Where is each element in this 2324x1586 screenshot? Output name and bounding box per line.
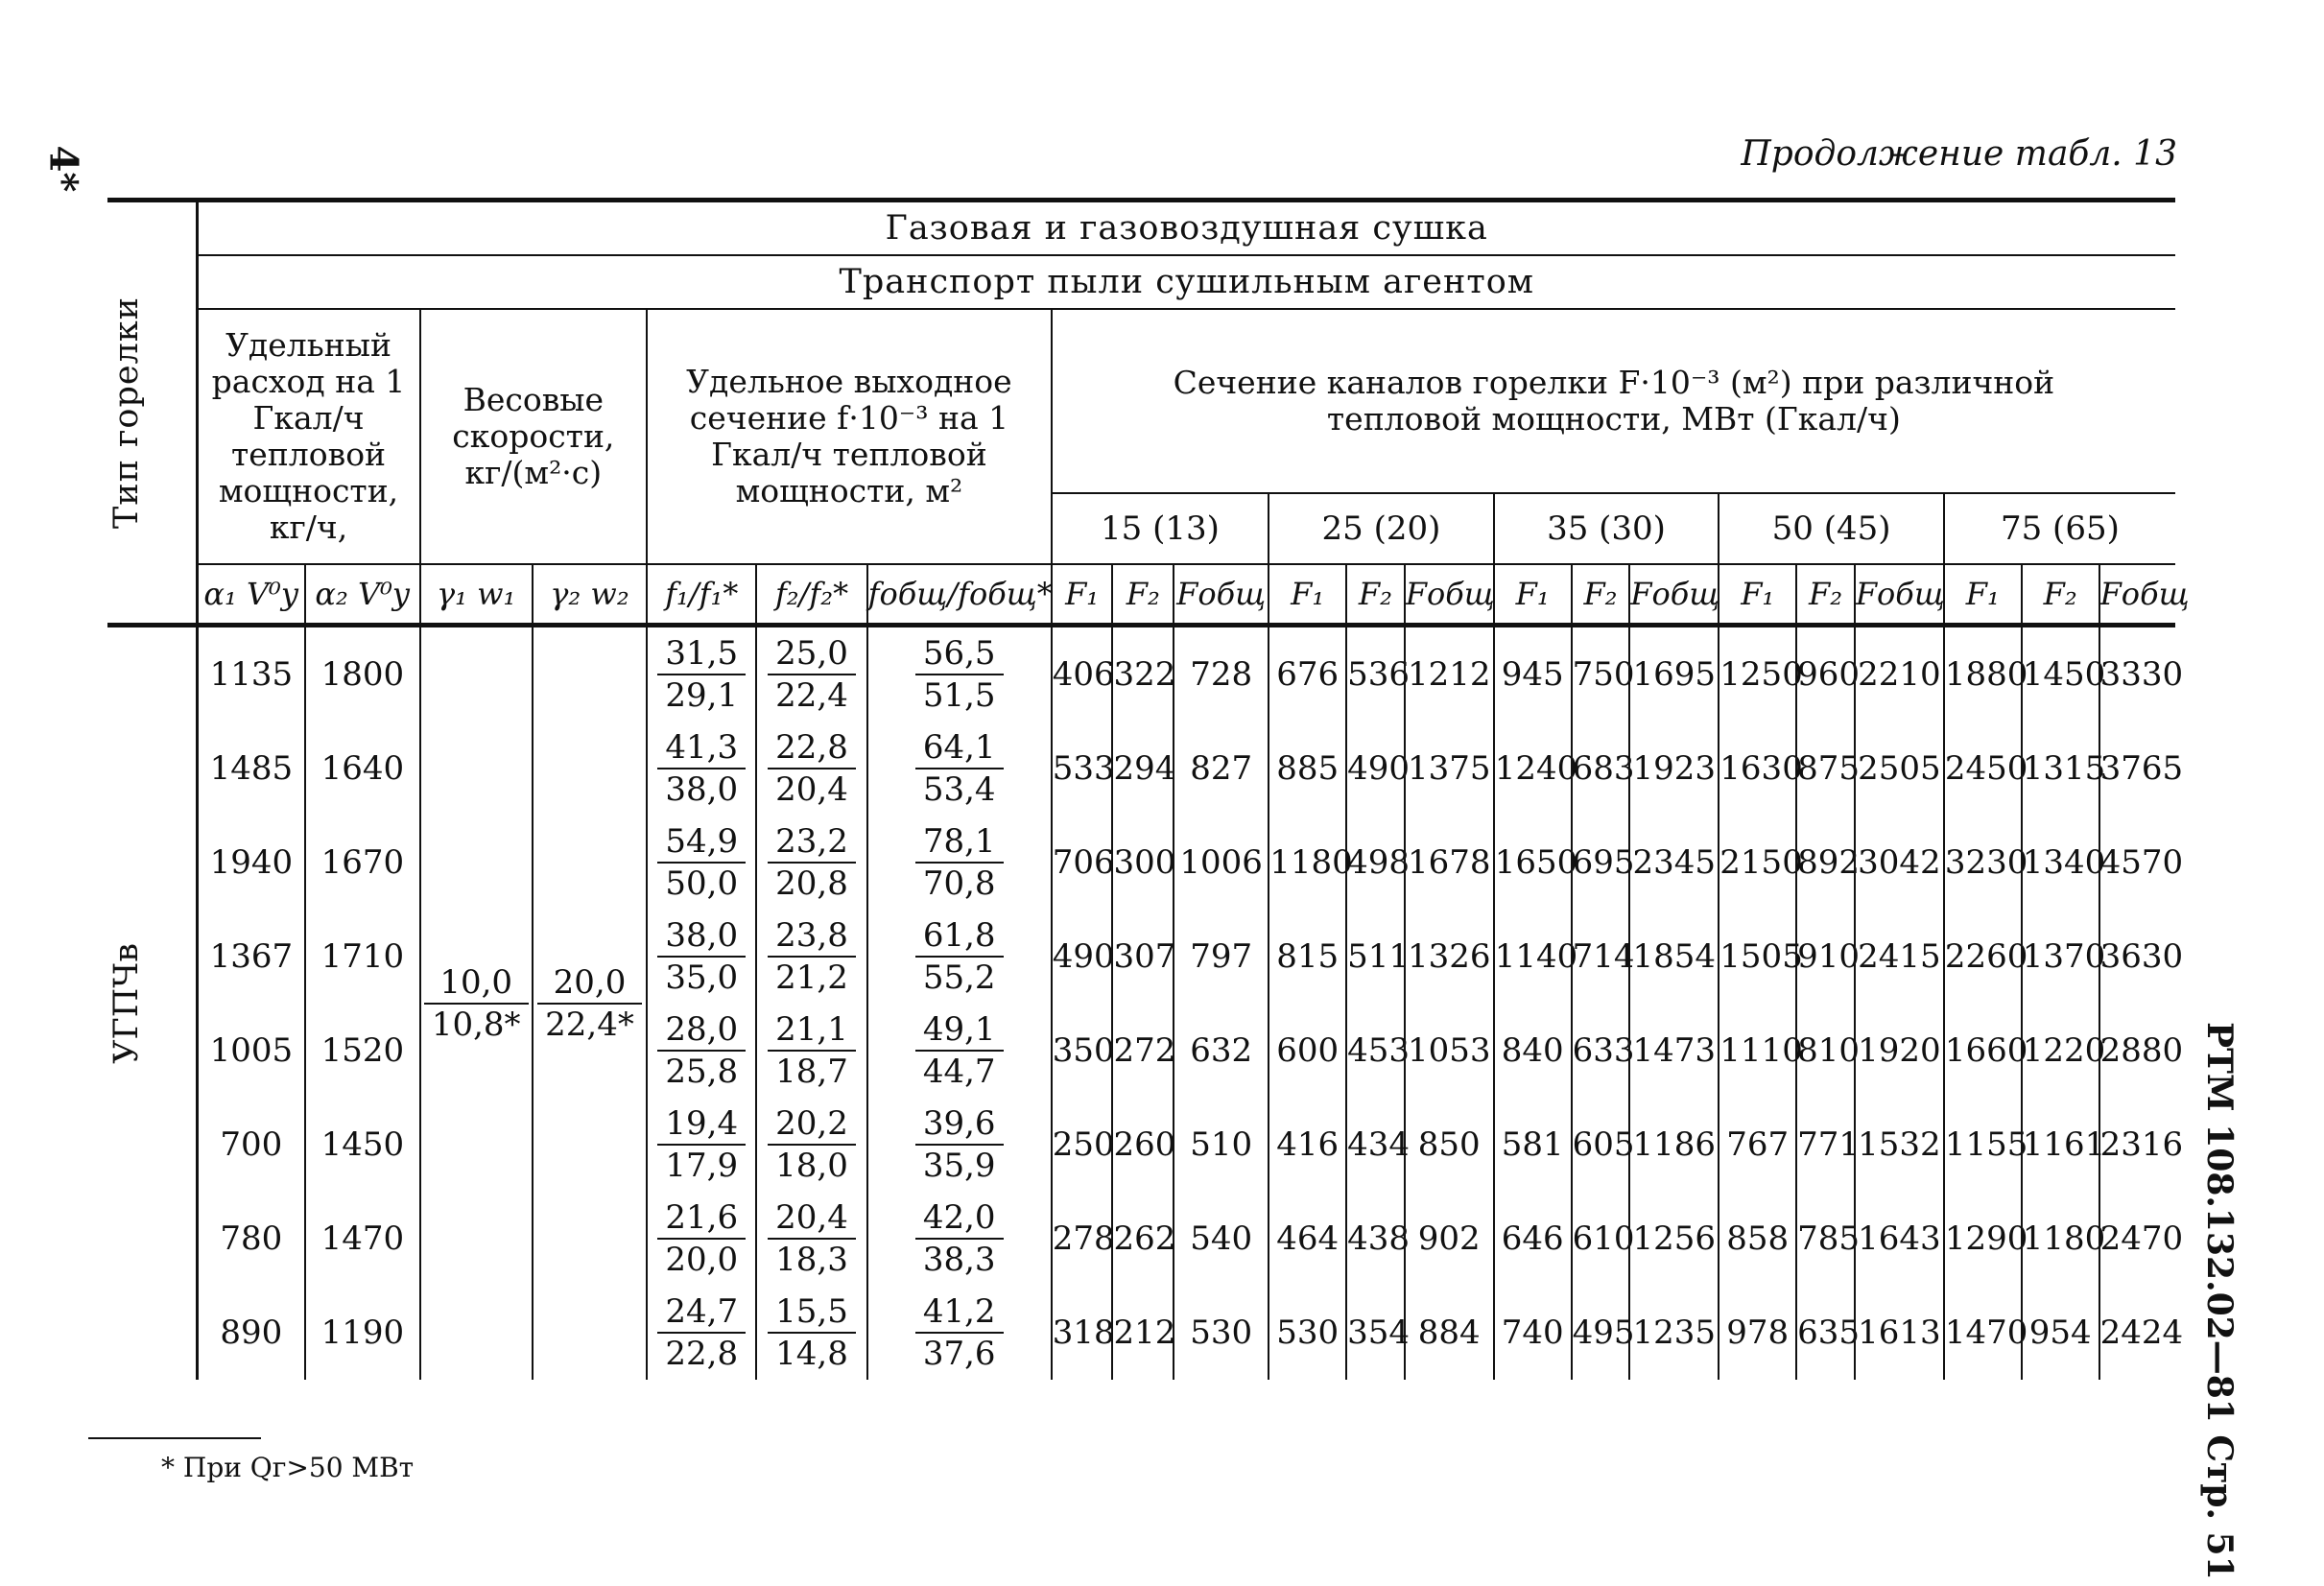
sym-Ftotal: Fобщ (1405, 564, 1494, 626)
cell-F: 2450 (1944, 722, 2022, 816)
cell-F: 960 (1796, 626, 1855, 722)
cell-F: 1212 (1405, 626, 1494, 722)
title-drying: Газовая и газовоздушная сушка (197, 201, 2175, 256)
cell-F: 416 (1269, 1098, 1346, 1192)
fraction-numerator: 20,4 (768, 1197, 856, 1240)
fraction-numerator: 41,3 (657, 727, 746, 769)
fraction-denominator: 29,1 (665, 676, 739, 715)
cell-F: 767 (1719, 1098, 1796, 1192)
cell-F: 1235 (1629, 1286, 1719, 1380)
cell-f2 (756, 1098, 866, 1192)
cell-ftotal (867, 1192, 1052, 1286)
cell-a1: 1940 (197, 816, 305, 910)
fraction-numerator: 31,5 (657, 633, 746, 675)
cell-F: 1450 (2022, 626, 2099, 722)
data-rows (107, 626, 2184, 1381)
cell-ftotal (867, 816, 1052, 910)
cell-F: 260 (1112, 1098, 1174, 1192)
sym-F1: F₁ (1052, 564, 1113, 626)
fraction-numerator: 49,1 (915, 1009, 1004, 1052)
cell-F: 2470 (2099, 1192, 2175, 1286)
cell-F: 728 (1174, 626, 1269, 722)
cell-F: 797 (1174, 910, 1269, 1004)
cell-F: 695 (1572, 816, 1630, 910)
fraction-numerator: 25,0 (768, 633, 856, 675)
fraction-numerator: 38,0 (657, 915, 746, 958)
fraction-denominator: 18,0 (775, 1147, 848, 1185)
cell-F: 354 (1346, 1286, 1405, 1380)
fraction-numerator: 42,0 (915, 1197, 1004, 1240)
table-row (107, 816, 2175, 910)
cell-a2: 1710 (305, 910, 419, 1004)
cell-F: 902 (1405, 1192, 1494, 1286)
sym-v2: γ₂ w₂ (533, 564, 647, 626)
cell-F: 1155 (1944, 1098, 2022, 1192)
cell-F: 1053 (1405, 1004, 1494, 1098)
cell-F: 1180 (2022, 1192, 2099, 1286)
cell-F: 1470 (1944, 1286, 2022, 1380)
cell-f2 (756, 816, 866, 910)
cell-F: 2415 (1855, 910, 1944, 1004)
burner-type-cell (107, 626, 197, 1381)
fraction-numerator: 15,5 (768, 1291, 856, 1334)
cell-F: 1854 (1629, 910, 1719, 1004)
cell-ftotal (867, 910, 1052, 1004)
cell-F: 1532 (1855, 1098, 1944, 1192)
fraction-denominator: 21,2 (775, 959, 848, 997)
cell-F: 2260 (1944, 910, 2022, 1004)
page-mark: 4* (40, 145, 86, 193)
cell-F: 2424 (2099, 1286, 2175, 1380)
fraction-denominator: 14,8 (775, 1335, 848, 1373)
cell-F: 453 (1346, 1004, 1405, 1098)
sym-F2: F₂ (2022, 564, 2099, 626)
cell-F: 540 (1174, 1192, 1269, 1286)
cell-F: 1678 (1405, 816, 1494, 910)
cell-F: 1161 (2022, 1098, 2099, 1192)
cell-F: 646 (1494, 1192, 1572, 1286)
cell-f2 (756, 1286, 866, 1380)
sym-F2: F₂ (1346, 564, 1405, 626)
cell-ftotal (867, 722, 1052, 816)
fraction-denominator: 53,4 (922, 770, 996, 809)
cell-F: 1256 (1629, 1192, 1719, 1286)
fraction (657, 1197, 746, 1280)
fraction-numerator: 78,1 (915, 821, 1004, 864)
fraction (915, 633, 1004, 716)
cell-F: 1180 (1269, 816, 1346, 910)
fraction (915, 1009, 1004, 1092)
cell-F: 1370 (2022, 910, 2099, 1004)
cell-a2: 1450 (305, 1098, 419, 1192)
cell-F: 740 (1494, 1286, 1572, 1380)
fraction-numerator: 20,0 (537, 962, 642, 1005)
cell-velocity-1 (420, 626, 533, 1381)
cell-F: 954 (2022, 1286, 2099, 1380)
cell-F: 1643 (1855, 1192, 1944, 1286)
cell-F: 910 (1796, 910, 1855, 1004)
fraction-numerator: 10,0 (424, 962, 529, 1005)
fraction-numerator: 21,6 (657, 1197, 746, 1240)
fraction (657, 1009, 746, 1092)
fraction-denominator: 17,9 (665, 1147, 739, 1185)
fraction (657, 1103, 746, 1186)
fraction-denominator: 18,7 (775, 1053, 848, 1091)
cell-a1: 1367 (197, 910, 305, 1004)
cell-F: 706 (1052, 816, 1113, 910)
cell-F: 536 (1346, 626, 1405, 722)
fraction-denominator: 10,8* (431, 1006, 521, 1044)
fraction-denominator: 38,0 (665, 770, 739, 809)
cell-f1 (647, 816, 756, 910)
cell-F: 785 (1796, 1192, 1855, 1286)
cell-ftotal (867, 1098, 1052, 1192)
cell-F: 827 (1174, 722, 1269, 816)
cell-F: 600 (1269, 1004, 1346, 1098)
cell-F: 490 (1346, 722, 1405, 816)
cell-F: 511 (1346, 910, 1405, 1004)
cell-F: 530 (1269, 1286, 1346, 1380)
cell-F: 1186 (1629, 1098, 1719, 1192)
cell-a1: 700 (197, 1098, 305, 1192)
fraction (657, 821, 746, 904)
fraction-denominator: 44,7 (922, 1053, 996, 1091)
cell-F: 438 (1346, 1192, 1405, 1286)
cell-F: 272 (1112, 1004, 1174, 1098)
cell-a1: 780 (197, 1192, 305, 1286)
fraction-denominator: 51,5 (922, 676, 996, 715)
cell-F: 1110 (1719, 1004, 1796, 1098)
fraction-numerator: 28,0 (657, 1009, 746, 1052)
cell-F: 3230 (1944, 816, 2022, 910)
cell-F: 875 (1796, 722, 1855, 816)
fraction-numerator: 54,9 (657, 821, 746, 864)
burner-section-table (107, 198, 2190, 1380)
cell-f1 (647, 1286, 756, 1380)
cell-f1 (647, 1192, 756, 1286)
cell-F: 581 (1494, 1098, 1572, 1192)
cell-F: 3042 (1855, 816, 1944, 910)
cell-F: 1326 (1405, 910, 1494, 1004)
cell-F: 510 (1174, 1098, 1269, 1192)
fraction (768, 633, 856, 716)
cell-ftotal (867, 626, 1052, 722)
fraction (424, 962, 529, 1045)
cell-F: 1140 (1494, 910, 1572, 1004)
sym-v1: γ₁ w₁ (420, 564, 533, 626)
cell-F: 610 (1572, 1192, 1630, 1286)
fraction (915, 1103, 1004, 1186)
cell-F: 533 (1052, 722, 1113, 816)
fraction-numerator: 20,2 (768, 1103, 856, 1146)
fraction (768, 1291, 856, 1374)
table-row (107, 722, 2175, 816)
cell-F: 676 (1269, 626, 1346, 722)
fraction-denominator: 37,6 (922, 1335, 996, 1373)
cell-F: 1315 (2022, 722, 2099, 816)
cell-F: 635 (1796, 1286, 1855, 1380)
fraction (915, 727, 1004, 810)
cell-F: 1695 (1629, 626, 1719, 722)
cell-F: 1375 (1405, 722, 1494, 816)
fraction (768, 1197, 856, 1280)
fraction-denominator: 38,3 (922, 1241, 996, 1279)
fraction-denominator: 70,8 (922, 864, 996, 903)
cell-F: 2345 (1629, 816, 1719, 910)
sym-F2: F₂ (1112, 564, 1174, 626)
fraction-numerator: 56,5 (915, 633, 1004, 675)
cell-F: 945 (1494, 626, 1572, 722)
cell-f2 (756, 1004, 866, 1098)
cell-F: 605 (1572, 1098, 1630, 1192)
cell-f1 (647, 626, 756, 722)
power-35: 35 (30) (1494, 493, 1719, 564)
cell-F: 632 (1174, 1004, 1269, 1098)
burner-type-header (107, 201, 197, 626)
cell-F: 1923 (1629, 722, 1719, 816)
fraction (657, 727, 746, 810)
table-continuation-label: Продолжение табл. 13 (1741, 134, 2177, 174)
cell-f1 (647, 910, 756, 1004)
cell-F: 307 (1112, 910, 1174, 1004)
cell-F: 840 (1494, 1004, 1572, 1098)
fraction-denominator: 35,9 (922, 1147, 996, 1185)
fraction (657, 633, 746, 716)
cell-F: 530 (1174, 1286, 1269, 1380)
sym-F1: F₁ (1269, 564, 1346, 626)
fraction-numerator: 64,1 (915, 727, 1004, 769)
cell-F: 262 (1112, 1192, 1174, 1286)
sym-Ftotal: Fобщ (1855, 564, 1944, 626)
burner-type-value: УГПЧв (107, 943, 146, 1064)
cell-F: 318 (1052, 1286, 1113, 1380)
cell-a2: 1670 (305, 816, 419, 910)
footnote-rule (88, 1437, 261, 1439)
table-row (107, 1192, 2175, 1286)
cell-F: 322 (1112, 626, 1174, 722)
cell-F: 714 (1572, 910, 1630, 1004)
sym-Ftotal: Fобщ (1629, 564, 1719, 626)
cell-f1 (647, 1098, 756, 1192)
cell-f2 (756, 910, 866, 1004)
fraction (768, 1103, 856, 1186)
cell-F: 810 (1796, 1004, 1855, 1098)
sym-F1: F₁ (1494, 564, 1572, 626)
col-outlet-section: Удельное выходное сечение f·10⁻³ на 1 Гкал/ч тепловой мощности, м² (647, 309, 1052, 564)
cell-F: 978 (1719, 1286, 1796, 1380)
cell-a2: 1800 (305, 626, 419, 722)
cell-a1: 1135 (197, 626, 305, 722)
cell-a1: 1485 (197, 722, 305, 816)
fraction (768, 727, 856, 810)
cell-F: 495 (1572, 1286, 1630, 1380)
fraction (768, 1009, 856, 1092)
cell-F: 350 (1052, 1004, 1113, 1098)
cell-ftotal (867, 1286, 1052, 1380)
sym-a2: α₂ V⁰у (305, 564, 419, 626)
table-row (107, 910, 2175, 1004)
sym-F2: F₂ (1572, 564, 1630, 626)
cell-f2 (756, 1192, 866, 1286)
fraction (657, 915, 746, 998)
table-row (107, 1286, 2175, 1380)
cell-F: 464 (1269, 1192, 1346, 1286)
cell-ftotal (867, 1004, 1052, 1098)
table-row (107, 1004, 2175, 1098)
power-25: 25 (20) (1269, 493, 1494, 564)
fraction-denominator: 20,0 (665, 1241, 739, 1279)
fraction (915, 1197, 1004, 1280)
fraction-denominator: 20,8 (775, 864, 848, 903)
cell-a2: 1190 (305, 1286, 419, 1380)
cell-F: 212 (1112, 1286, 1174, 1380)
sym-F1: F₁ (1944, 564, 2022, 626)
cell-F: 434 (1346, 1098, 1405, 1192)
cell-F: 3330 (2099, 626, 2175, 722)
cell-F: 3630 (2099, 910, 2175, 1004)
col-velocities: Весовые скорости, кг/(м²·с) (420, 309, 648, 564)
cell-F: 1505 (1719, 910, 1796, 1004)
fraction (915, 915, 1004, 998)
sym-f2: f₂/f₂* (756, 564, 866, 626)
col-specific-flow: Удельный расход на 1 Гкал/ч тепловой мощности, кг/ч, (197, 309, 420, 564)
fraction-denominator: 20,4 (775, 770, 848, 809)
cell-F: 278 (1052, 1192, 1113, 1286)
sym-ftotal: fобщ/fобщ* (867, 564, 1052, 626)
cell-F: 2150 (1719, 816, 1796, 910)
fraction-numerator: 39,6 (915, 1103, 1004, 1146)
fraction-denominator: 22,4 (775, 676, 848, 715)
power-75: 75 (65) (1944, 493, 2175, 564)
cell-f2 (756, 722, 866, 816)
cell-F: 1473 (1629, 1004, 1719, 1098)
cell-F: 1006 (1174, 816, 1269, 910)
table-row (107, 626, 2175, 722)
fraction-denominator: 22,8 (665, 1335, 739, 1373)
fraction (915, 1291, 1004, 1374)
cell-f1 (647, 1004, 756, 1098)
cell-F: 771 (1796, 1098, 1855, 1192)
fraction (915, 821, 1004, 904)
fraction (537, 962, 642, 1045)
sym-f1: f₁/f₁* (647, 564, 756, 626)
cell-F: 1340 (2022, 816, 2099, 910)
cell-F: 406 (1052, 626, 1113, 722)
cell-F: 3765 (2099, 722, 2175, 816)
document-reference (2197, 1022, 2255, 1580)
fraction (768, 915, 856, 998)
fraction-denominator: 50,0 (665, 864, 739, 903)
fraction-numerator: 41,2 (915, 1291, 1004, 1334)
cell-F: 892 (1796, 816, 1855, 910)
cell-F: 294 (1112, 722, 1174, 816)
cell-velocity-2 (533, 626, 647, 1381)
col-channel-section: Сечение каналов горелки F·10⁻³ (м²) при различной тепловой мощности, МВт (Гкал/ч) (1052, 309, 2175, 493)
fraction-numerator: 19,4 (657, 1103, 746, 1146)
fraction-numerator: 61,8 (915, 915, 1004, 958)
sym-Ftotal: Fобщ (1174, 564, 1269, 626)
cell-F: 1880 (1944, 626, 2022, 722)
cell-F: 498 (1346, 816, 1405, 910)
sym-F2: F₂ (1796, 564, 1855, 626)
fraction-denominator: 22,4* (545, 1006, 634, 1044)
cell-a1: 890 (197, 1286, 305, 1380)
document-reference-text: РТМ 108.132.02—81 Стр. 51 (2199, 1022, 2240, 1580)
cell-F: 858 (1719, 1192, 1796, 1286)
sym-F1: F₁ (1719, 564, 1796, 626)
cell-F: 1250 (1719, 626, 1796, 722)
cell-F: 633 (1572, 1004, 1630, 1098)
fraction-denominator: 18,3 (775, 1241, 848, 1279)
cell-F: 2210 (1855, 626, 1944, 722)
cell-F: 1650 (1494, 816, 1572, 910)
fraction-numerator: 22,8 (768, 727, 856, 769)
burner-type-label: Тип горелки (107, 296, 146, 530)
cell-a2: 1640 (305, 722, 419, 816)
cell-F: 2880 (2099, 1004, 2175, 1098)
cell-F: 1613 (1855, 1286, 1944, 1380)
cell-F: 1240 (1494, 722, 1572, 816)
cell-F: 2505 (1855, 722, 1944, 816)
cell-F: 300 (1112, 816, 1174, 910)
footnote: * При Qг>50 МВт (161, 1452, 415, 1483)
cell-F: 250 (1052, 1098, 1113, 1192)
cell-F: 815 (1269, 910, 1346, 1004)
fraction-numerator: 21,1 (768, 1009, 856, 1052)
cell-F: 1630 (1719, 722, 1796, 816)
cell-f2 (756, 626, 866, 722)
cell-F: 850 (1405, 1098, 1494, 1192)
cell-a2: 1520 (305, 1004, 419, 1098)
cell-F: 683 (1572, 722, 1630, 816)
power-15: 15 (13) (1052, 493, 1269, 564)
fraction (657, 1291, 746, 1374)
fraction-denominator: 25,8 (665, 1053, 739, 1091)
fraction-denominator: 35,0 (665, 959, 739, 997)
cell-F: 884 (1405, 1286, 1494, 1380)
cell-F: 1290 (1944, 1192, 2022, 1286)
cell-a2: 1470 (305, 1192, 419, 1286)
fraction-numerator: 24,7 (657, 1291, 746, 1334)
cell-F: 1920 (1855, 1004, 1944, 1098)
fraction (768, 821, 856, 904)
cell-F: 2316 (2099, 1098, 2175, 1192)
cell-F: 490 (1052, 910, 1113, 1004)
cell-F: 1220 (2022, 1004, 2099, 1098)
cell-a1: 1005 (197, 1004, 305, 1098)
cell-F: 885 (1269, 722, 1346, 816)
cell-F: 1660 (1944, 1004, 2022, 1098)
fraction-numerator: 23,2 (768, 821, 856, 864)
title-transport: Транспорт пыли сушильным агентом (197, 255, 2175, 309)
power-50: 50 (45) (1719, 493, 1944, 564)
sym-a1: α₁ V⁰у (197, 564, 305, 626)
table-row (107, 1098, 2175, 1192)
fraction-denominator: 55,2 (922, 959, 996, 997)
cell-f1 (647, 722, 756, 816)
sym-Ftotal: Fобщ (2099, 564, 2175, 626)
cell-F: 4570 (2099, 816, 2175, 910)
cell-F: 750 (1572, 626, 1630, 722)
fraction-numerator: 23,8 (768, 915, 856, 958)
